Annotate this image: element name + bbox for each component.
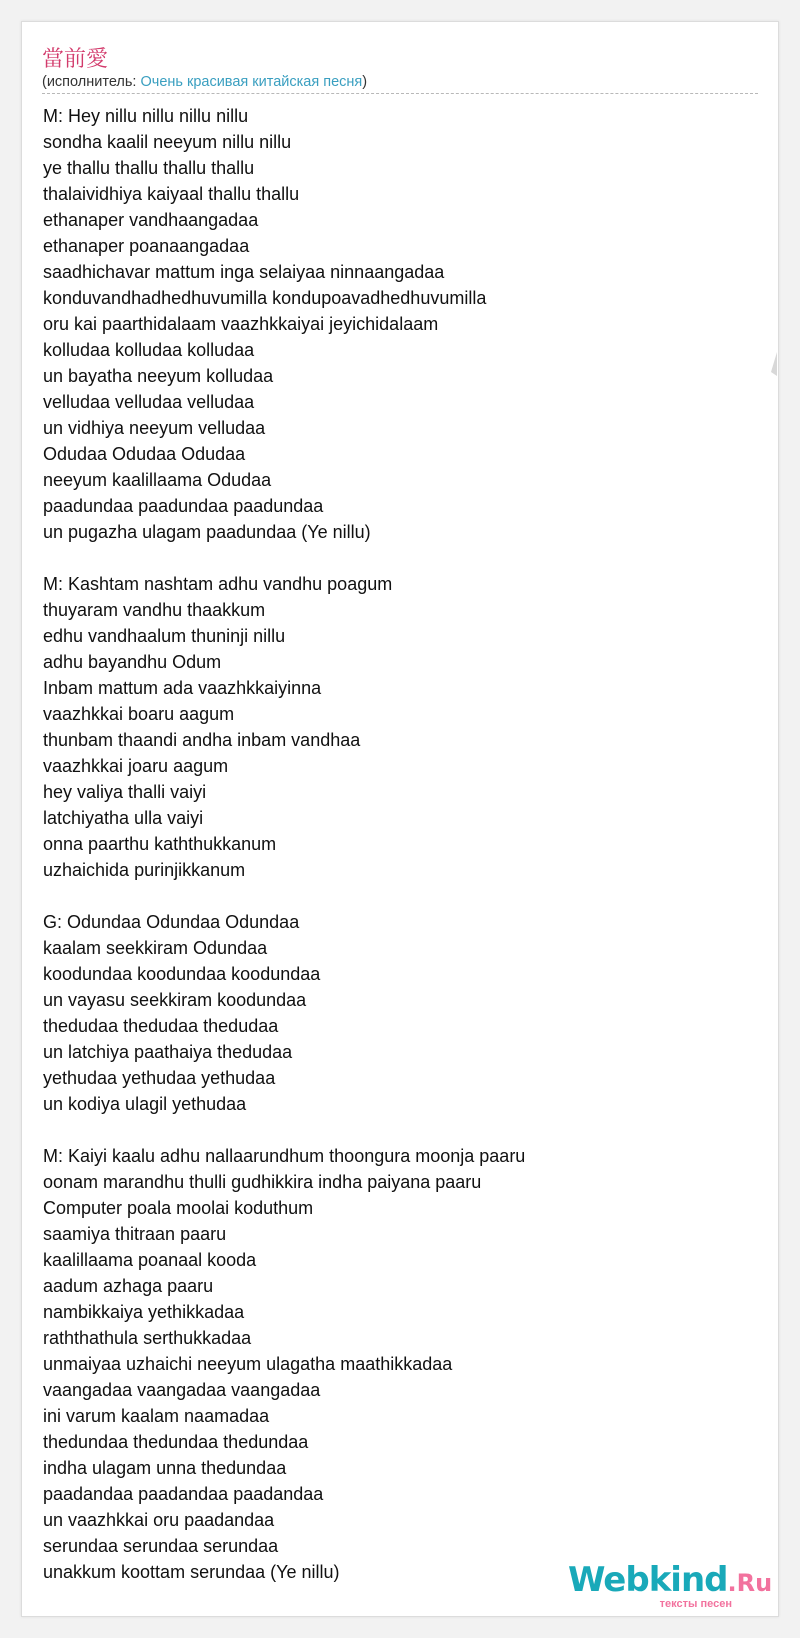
lyric-line: adhu bayandhu Odum (43, 652, 222, 672)
lyric-line: M: Kaiyi kaalu adhu nallaarundhum thoongura moonja paaru (43, 1146, 526, 1166)
lyric-line: un bayatha neeyum kolludaa (43, 366, 274, 386)
lyric-line: vaazhkkai boaru aagum (43, 704, 235, 724)
lyric-line: ye thallu thallu thallu thallu (43, 158, 255, 178)
lyric-line: paadundaa paadundaa paadundaa (43, 496, 324, 516)
lyric-line: unakkum koottam serundaa (Ye nillu) (43, 1562, 340, 1582)
logo-brand: Webkind (568, 1560, 728, 1600)
lyric-line: M: Hey nillu nillu nillu nillu (43, 106, 249, 126)
lyric-line: Odudaa Odudaa Odudaa (43, 444, 246, 464)
lyric-line: oru kai paarthidalaam vaazhkkaiyai jeyichidalaam (43, 314, 439, 334)
lyrics-body (43, 103, 525, 1585)
lyric-line: thedudaa thedudaa thedudaa (43, 1016, 279, 1036)
stanza-break (43, 545, 525, 571)
artist-suffix: ) (362, 74, 368, 90)
lyric-line: vaazhkkai joaru aagum (43, 756, 229, 776)
lyric-line: saamiya thitraan paaru (43, 1224, 227, 1244)
lyric-line: indha ulagam unna thedundaa (43, 1458, 287, 1478)
lyric-line: saadhichavar mattum inga selaiyaa ninnaangadaa (43, 262, 445, 282)
lyric-line: thalaividhiya kaiyaal thallu thallu (43, 184, 300, 204)
lyric-line: serundaa serundaa serundaa (43, 1536, 279, 1556)
lyric-line: ethanaper poanaangadaa (43, 236, 250, 256)
lyric-line: velludaa velludaa velludaa (43, 392, 255, 412)
lyric-line: uzhaichida purinjikkanum (43, 860, 246, 880)
lyric-line: un vidhiya neeyum velludaa (43, 418, 266, 438)
stanza-break (43, 883, 525, 909)
lyric-line: thunbam thaandi andha inbam vandhaa (43, 730, 361, 750)
dashed-divider (42, 93, 758, 94)
lyric-line: Inbam mattum ada vaazhkkaiyinna (43, 678, 322, 698)
lyric-line: neeyum kaalillaama Odudaa (43, 470, 272, 490)
logo-wordmark (568, 1560, 772, 1600)
lyric-line: onna paarthu kaththukkanum (43, 834, 277, 854)
lyric-line: un latchiya paathaiya thedudaa (43, 1042, 293, 1062)
lyric-line: raththathula serthukkadaa (43, 1328, 252, 1348)
lyric-line: un kodiya ulagil yethudaa (43, 1094, 247, 1114)
lyric-line: aadum azhaga paaru (43, 1276, 214, 1296)
lyric-line: G: Odundaa Odundaa Odundaa (43, 912, 300, 932)
artist-prefix: (исполнитель: (42, 74, 141, 90)
lyric-line: ini varum kaalam naamadaa (43, 1406, 270, 1426)
lyric-line: yethudaa yethudaa yethudaa (43, 1068, 276, 1088)
lyric-line: un vayasu seekkiram koodundaa (43, 990, 307, 1010)
lyric-line: Computer poala moolai koduthum (43, 1198, 314, 1218)
lyric-line: unmaiyaa uzhaichi neeyum ulagatha maathikkadaa (43, 1354, 453, 1374)
lyric-line: latchiyatha ulla vaiyi (43, 808, 204, 828)
logo-tagline: тексты песен (659, 1598, 732, 1610)
lyric-line: ethanaper vandhaangadaa (43, 210, 259, 230)
lyric-line: sondha kaalil neeyum nillu nillu (43, 132, 292, 152)
lyric-line: thedundaa thedundaa thedundaa (43, 1432, 309, 1452)
lyric-line: oonam marandhu thulli gudhikkira indha paiyana paaru (43, 1172, 482, 1192)
artist-link[interactable]: Очень красивая китайская песня (140, 74, 363, 90)
lyric-line: edhu vandhaalum thuninji nillu (43, 626, 286, 646)
lyric-line: kaalam seekkiram Odundaa (43, 938, 268, 958)
logo-tld: .Ru (727, 1569, 773, 1597)
page-curl-icon (771, 352, 777, 376)
lyric-line: un vaazhkkai oru paadandaa (43, 1510, 275, 1530)
lyrics-card (21, 21, 779, 1617)
lyric-line: kaalillaama poanaal kooda (43, 1250, 257, 1270)
webkind-logo[interactable] (568, 1560, 773, 1610)
lyric-line: un pugazha ulagam paadundaa (Ye nillu) (43, 522, 371, 542)
lyric-line: nambikkaiya yethikkadaa (43, 1302, 245, 1322)
artist-line (42, 74, 367, 90)
lyric-line: konduvandhadhedhuvumilla kondupoavadhedhuvumilla (43, 288, 487, 308)
lyric-line: vaangadaa vaangadaa vaangadaa (43, 1380, 321, 1400)
song-title: 當前愛 (42, 47, 109, 72)
lyric-line: koodundaa koodundaa koodundaa (43, 964, 321, 984)
lyric-line: hey valiya thalli vaiyi (43, 782, 207, 802)
lyric-line: paadandaa paadandaa paadandaa (43, 1484, 324, 1504)
lyric-line: M: Kashtam nashtam adhu vandhu poagum (43, 574, 393, 594)
stanza-break (43, 1117, 525, 1143)
lyric-line: thuyaram vandhu thaakkum (43, 600, 266, 620)
lyric-line: kolludaa kolludaa kolludaa (43, 340, 255, 360)
